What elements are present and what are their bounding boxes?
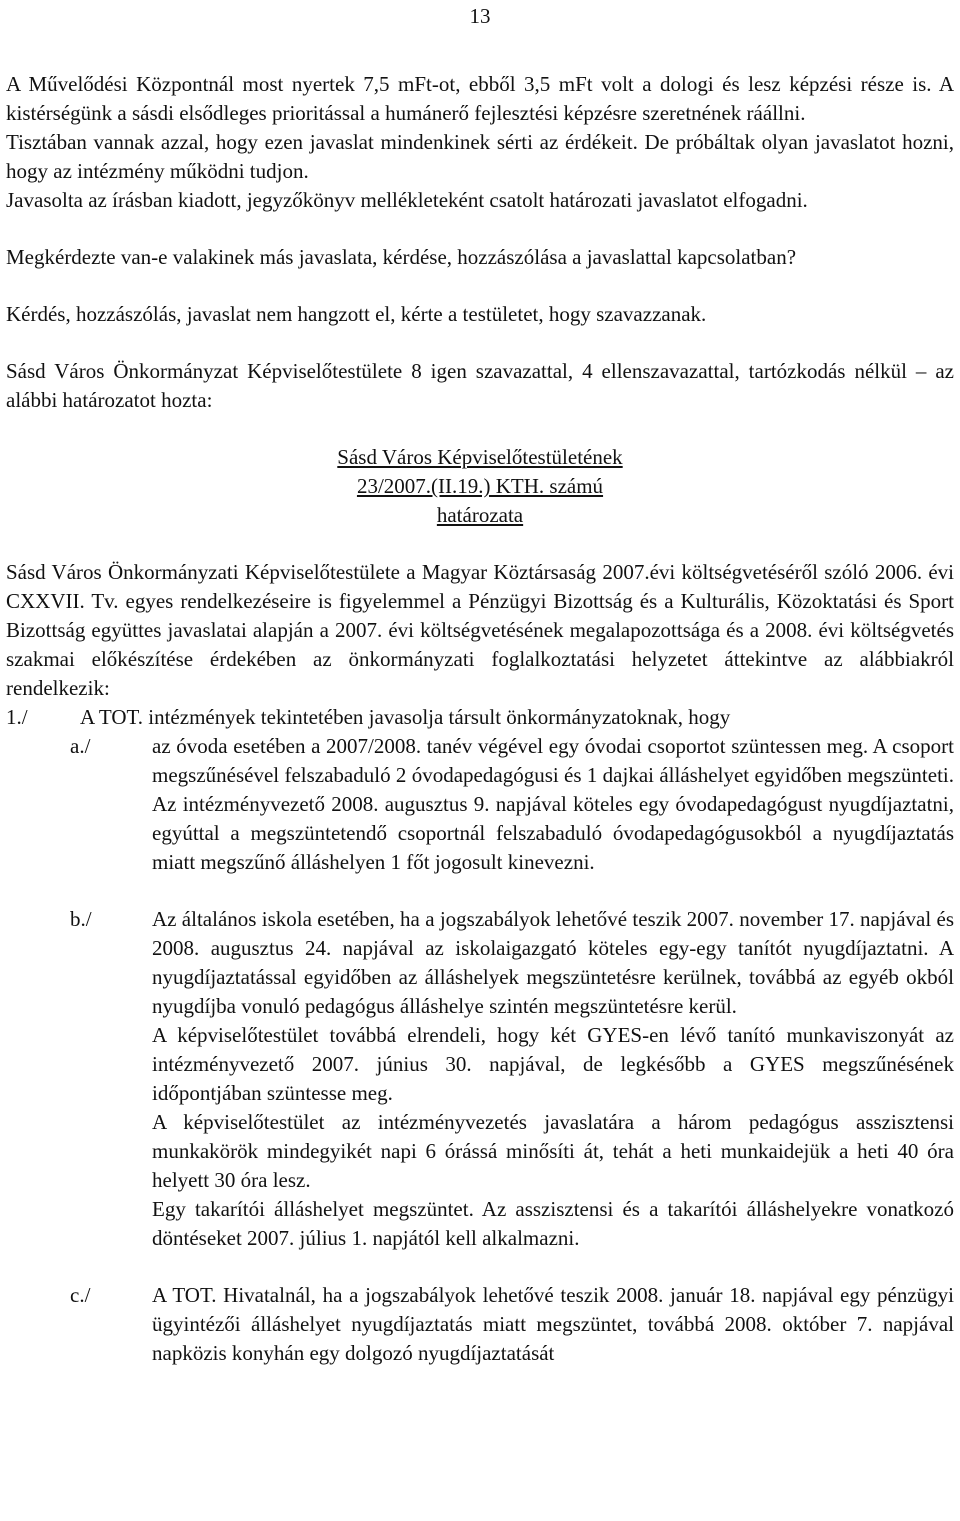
paragraph-proposal-accept: Javasolta az írásban kiadott, jegyzőkönyv mellékleteként csatolt határozati javaslatot elfogadni.: [6, 188, 808, 212]
sub-item-b: [70, 905, 954, 1253]
resolution-label: határozata: [436, 503, 524, 527]
sub-item-a-text: az óvoda esetében a 2007/2008. tanév végével egy óvodai csoportot szüntessen meg. A csoport megszűnésével felszabaduló 2 óvodapedagógusi és 1 dajkai álláshelyet egyidőben megszünteti. Az intézményvezető 2008. augusztus 9. napjával köteles egy óvodapedagógust nyugdíjaztatni, egyúttal a megszüntetendő csoportnál felszabaduló óvodapedagógusokból a nyugdíjaztatás miatt megszűnő álláshelyen 1 főt jogosult kinevezni.: [152, 734, 954, 874]
resolution-heading: [6, 443, 954, 530]
page-number: 13: [469, 4, 491, 28]
sub-item-b-paragraph: Az általános iskola esetében, ha a jogszabályok lehetővé teszik 2007. november 17. napjával és 2008. augusztus 24. napjával az iskolaigazgató köteles egy-egy tanítót nyugdíjaztatni. A nyugdíjaztatással egyidőben az álláshelyek megszüntetésre kerülnek, továbbá az egyéb okból nyugdíjba vonuló pedagógus álláshelye szintén megszüntetésre kerül.: [152, 907, 954, 1018]
sub-item-c-label: c./: [70, 1283, 91, 1307]
resolution-intro: Sásd Város Önkormányzati Képviselőtestülete a Magyar Köztársaság 2007.évi költségvetéséről szóló 2006. évi CXXVII. Tv. egyes rendelkezéseire is figyelemmel a Pénzügyi Bizottság és a Kulturális, Közoktatási és Sport Bizottság együttes javaslatai alapján a 2007. évi költségvetésének megalapozottsága és a 2008. évi költségvetés szakmai előkészítése érdekében az önkormányzati foglalkoztatási helyzetet áttekintve az alábbiakról rendelkezik:: [6, 560, 954, 700]
sub-item-c: [70, 1281, 954, 1368]
sub-item-a: [70, 732, 954, 877]
item-1: [6, 703, 954, 732]
paragraph-vote-result: Sásd Város Önkormányzat Képviselőtestülete 8 igen szavazattal, 4 ellenszavazattal, tartózkodás nélkül – az alábbi határozatot hozta:: [6, 359, 954, 412]
sub-item-b-paragraph: A képviselőtestület az intézményvezetés javaslatára a három pedagógus asszisztensi munkakörök mindegyikét napi 6 órássá minősíti át, tehát a heti munkaidejük a heti 40 óra helyett 30 óra lesz.: [152, 1110, 954, 1192]
sub-item-c-text: A TOT. Hivatalnál, ha a jogszabályok lehetővé teszik 2008. január 18. napjával egy pénzügyi ügyintézői álláshelyet nyugdíjaztatás miatt megszüntet, továbbá 2008. október 7. napjával napközis konyhán egy dolgozó nyugdíjaztatását: [152, 1283, 954, 1365]
sub-item-b-label: b./: [70, 907, 92, 931]
sub-item-b-paragraph: Egy takarítói álláshelyet megszüntet. Az asszisztensi és a takarítói álláshelyekre vonatkozó döntéseket 2007. július 1. napjától kell alkalmazni.: [152, 1197, 954, 1250]
item-1-number: 1./: [6, 705, 28, 729]
document-body: [6, 70, 954, 1368]
paragraph-proposal-note: Tisztában vannak azzal, hogy ezen javaslat mindenkinek sérti az érdékeit. De próbáltak olyan javaslatot hozni, hogy az intézmény működni tudjon.: [6, 130, 954, 183]
resolution-number: 23/2007.(II.19.) KTH. számú: [356, 474, 604, 498]
sub-item-b-paragraph: A képviselőtestület továbbá elrendeli, hogy két GYES-en lévő tanító munkaviszonyát az intézményvezető 2007. június 30. napjával, de legkésőbb a GYES megszűnésének időpontjában szüntesse meg.: [152, 1023, 954, 1105]
paragraph-vote-request: Kérdés, hozzászólás, javaslat nem hangzott el, kérte a testületet, hogy szavazzanak.: [6, 302, 707, 326]
resolution-title: Sásd Város Képviselőtestületének: [337, 445, 623, 469]
paragraph-question: Megkérdezte van-e valakinek más javaslata, kérdése, hozzászólása a javaslattal kapcsolatban?: [6, 245, 797, 269]
paragraph-funding: A Művelődési Központnál most nyertek 7,5 mFt-ot, ebből 3,5 mFt volt a dologi és lesz képzési része is. A kistérségünk a sásdi elsődleges prioritással a humánerő fejlesztési képzésre szeretnének ráállni.: [6, 72, 954, 125]
sub-item-a-label: a./: [70, 734, 91, 758]
item-1-text: A TOT. intézmények tekintetében javasolja társult önkormányzatoknak, hogy: [80, 705, 731, 729]
